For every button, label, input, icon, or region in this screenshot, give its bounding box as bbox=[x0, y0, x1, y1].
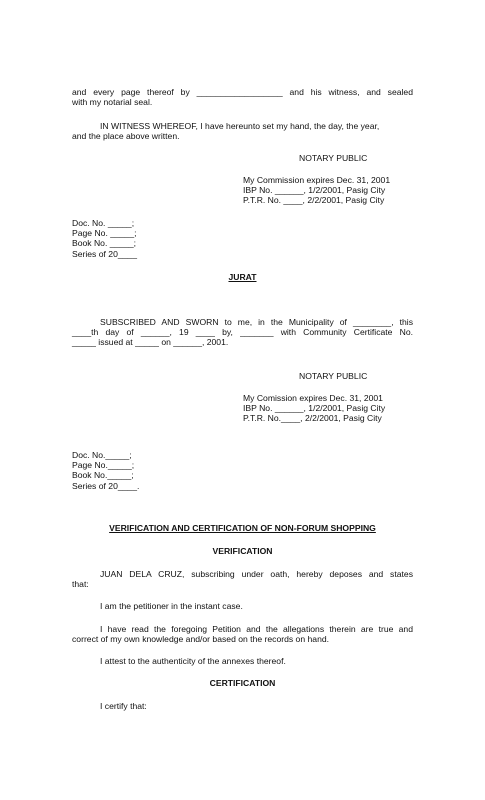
notary-ptr-1: P.T.R. No. ____, 2/2/2001, Pasig City bbox=[243, 195, 385, 206]
book-no-1: Book No. _____; bbox=[72, 238, 137, 249]
witness-whereof-line-1: IN WITNESS WHEREOF, I have hereunto set my hand, the day, the year, bbox=[100, 121, 380, 131]
jurat-heading: JURAT bbox=[228, 272, 257, 282]
jurat-line-1: SUBSCRIBED AND SWORN to me, in the Municipality of ________, this bbox=[100, 317, 413, 327]
witness-whereof-line-2: and the place above written. bbox=[72, 131, 180, 142]
deposes-paragraph bbox=[72, 569, 413, 589]
doc-register-block-1 bbox=[72, 218, 137, 259]
notary-commission-2: My Comission expires Dec. 31, 2001 bbox=[243, 393, 383, 403]
certify-statement: I certify that: bbox=[100, 701, 147, 711]
page-no-1: Page No. _____; bbox=[72, 228, 137, 239]
jurat-paragraph bbox=[72, 317, 413, 348]
notary-public-title-1: NOTARY PUBLIC bbox=[299, 153, 368, 163]
verification-heading: VERIFICATION bbox=[212, 546, 273, 556]
series-2: Series of 20____. bbox=[72, 480, 140, 491]
notary-ibp-1: IBP No. ______, 1/2/2001, Pasig City bbox=[243, 185, 386, 196]
notary-details-2 bbox=[243, 393, 423, 424]
doc-register-block-2 bbox=[72, 450, 139, 491]
witness-whereof-paragraph bbox=[72, 121, 413, 141]
notary-ptr-2: P.T.R. No.____, 2/2/2001, Pasig City bbox=[243, 413, 382, 424]
notarial-close-line-1: and every page thereof by __________________ and his witness, and sealed bbox=[72, 87, 413, 97]
read-petition-line-2: correct of my own knowledge and/or based on the records on hand. bbox=[72, 634, 330, 645]
notarial-close-paragraph bbox=[72, 87, 413, 107]
notary-details-1 bbox=[243, 175, 423, 206]
non-forum-shopping-heading: VERIFICATION AND CERTIFICATION OF NON-FORUM SHOPPING bbox=[109, 523, 376, 533]
notary-commission-1: My Commission expires Dec. 31, 2001 bbox=[243, 175, 391, 185]
series-1: Series of 20____ bbox=[72, 248, 137, 259]
deposes-line-2: that: bbox=[72, 579, 89, 590]
attest-statement: I attest to the authenticity of the annexes thereof. bbox=[100, 656, 286, 666]
book-no-2: Book No._____; bbox=[72, 470, 134, 481]
jurat-line-2: ____th day of ______, 19 ____ by, _______ with Community Certificate No. bbox=[72, 327, 413, 338]
page-no-2: Page No._____; bbox=[72, 460, 135, 471]
notary-ibp-2: IBP No. ______, 1/2/2001, Pasig City bbox=[243, 403, 386, 414]
petitioner-statement: I am the petitioner in the instant case. bbox=[100, 601, 243, 611]
notarial-close-line-2: with my notarial seal. bbox=[72, 97, 153, 108]
notary-public-title-2: NOTARY PUBLIC bbox=[299, 371, 368, 381]
doc-no-2: Doc. No._____; bbox=[72, 450, 132, 460]
read-petition-line-1: I have read the foregoing Petition and the allegations therein are true and bbox=[100, 624, 413, 634]
doc-no-1: Doc. No. _____; bbox=[72, 218, 135, 228]
read-petition-paragraph bbox=[72, 624, 413, 644]
jurat-line-3: _____ issued at _____ on ______, 2001. bbox=[72, 337, 229, 348]
deposes-line-1: JUAN DELA CRUZ, subscribing under oath, hereby deposes and states bbox=[100, 569, 413, 579]
certification-heading: CERTIFICATION bbox=[209, 678, 276, 688]
